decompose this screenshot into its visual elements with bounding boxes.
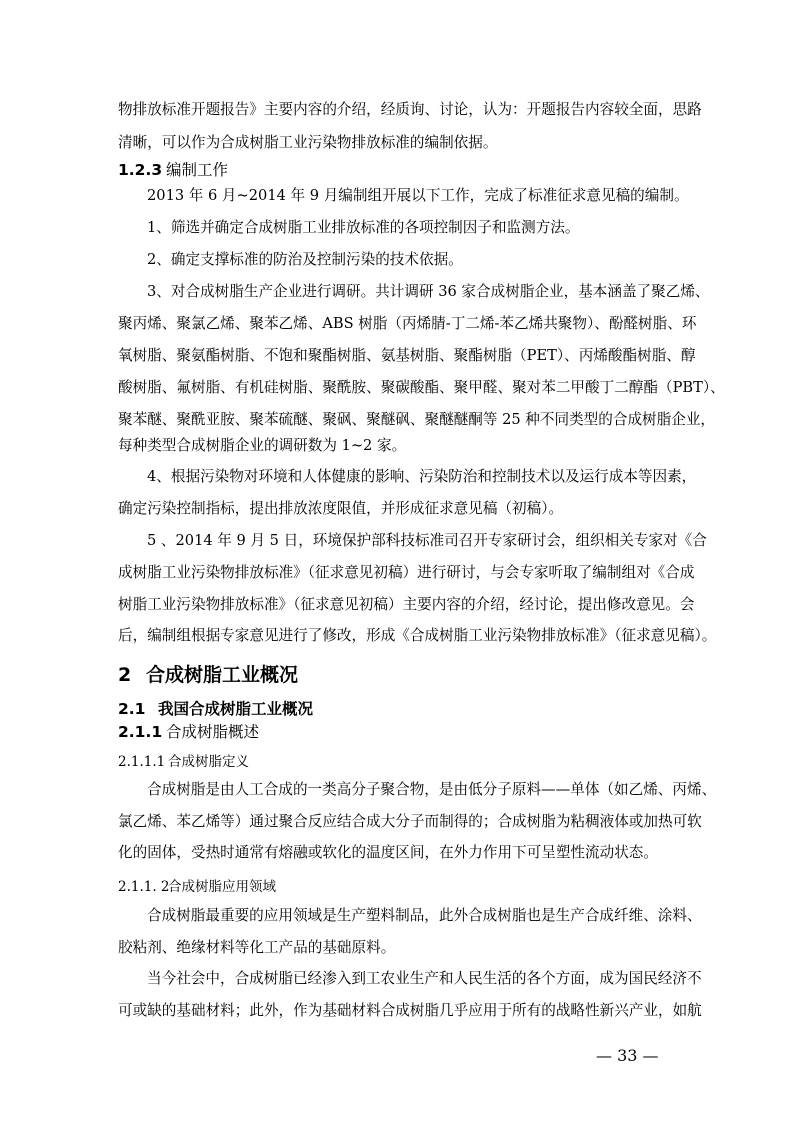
chapter-heading-2 bbox=[118, 660, 298, 687]
section-heading-2-1 bbox=[118, 697, 313, 719]
subsection-heading-2-1-1-1 bbox=[118, 750, 249, 770]
paragraph-line: 氯乙烯、苯乙烯等）通过聚合反应结合成大分子而制得的；合成树脂为粘稠液体或加热可软 bbox=[118, 813, 702, 830]
paragraph-line: 合成树脂最重要的应用领域是生产塑料制品，此外合成树脂也是生产合成纤维、涂料、 bbox=[147, 907, 702, 924]
paragraph-line: 清晰，可以作为合成树脂工业污染物排放标准的编制依据。 bbox=[118, 134, 498, 151]
heading-title: 编制工作 bbox=[166, 161, 229, 179]
paragraph-line: 5 、2014 年 9 月 5 日，环境保护部科技标准司召开专家研讨会，组织相关专家对《合 bbox=[147, 532, 707, 549]
heading-number: 2.1 bbox=[118, 700, 146, 718]
paragraph-line: 1、筛选并确定合成树脂工业排放标准的各项控制因子和监测方法。 bbox=[147, 219, 580, 236]
paragraph-line: 合成树脂是由人工合成的一类高分子聚合物，是由低分子原料——单体（如乙烯、丙烯、 bbox=[147, 781, 717, 798]
paragraph-line: 2013 年 6 月~2014 年 9 月编制组开展以下工作，完成了标准征求意见稿的编制。 bbox=[147, 187, 689, 204]
paragraph-line: 确定污染控制指标，提出排放浓度限值，并形成征求意见稿（初稿）。 bbox=[118, 500, 564, 517]
paragraph-line: 2、确定支撑标准的防治及控制污染的技术依据。 bbox=[147, 251, 463, 268]
paragraph-line: 聚丙烯、聚氯乙烯、聚苯乙烯、ABS 树脂（丙烯腈-丁二烯-苯乙烯共聚物）、酚醛树脂、环 bbox=[118, 315, 697, 332]
paragraph-line: 可或缺的基础材料；此外，作为基础材料合成树脂几乎应用于所有的战略性新兴产业，如航 bbox=[118, 1002, 702, 1019]
heading-title: 合成树脂工业概况 bbox=[146, 664, 299, 686]
heading-title: 合成树脂概述 bbox=[166, 723, 260, 741]
paragraph-line: 每种类型合成树脂企业的调研数为 1~2 家。 bbox=[118, 437, 407, 454]
heading-title: 合成树脂定义 bbox=[168, 754, 249, 770]
section-heading-2-1-1 bbox=[118, 722, 674, 742]
paragraph-line: 后，编制组根据专家意见进行了修改，形成《合成树脂工业污染物排放标准》（征求意见稿）。 bbox=[118, 627, 717, 644]
page-number: — 33 — bbox=[596, 1046, 659, 1065]
paragraph-line: 树脂工业污染物排放标准》（征求意见初稿）主要内容的介绍，经讨论，提出修改意见。会 bbox=[118, 596, 695, 613]
heading-title: 我国合成树脂工业概况 bbox=[158, 700, 314, 718]
paragraph-line: 当今社会中，合成树脂已经渗入到工农业生产和人民生活的各个方面，成为国民经济不 bbox=[147, 970, 702, 987]
heading-number: 2.1.1.1 bbox=[118, 754, 166, 770]
paragraph-line: 聚苯醚、聚酰亚胺、聚苯硫醚、聚砜、聚醚砜、聚醚醚酮等 25 种不同类型的合成树脂企业， bbox=[118, 411, 716, 428]
subsection-heading-2-1-1-2 bbox=[118, 875, 276, 895]
paragraph-line: 3、对合成树脂生产企业进行调研。共计调研 36 家合成树脂企业，基本涵盖了聚乙烯、 bbox=[147, 283, 710, 300]
paragraph-line: 酸树脂、氟树脂、有机硅树脂、聚酰胺、聚碳酸酯、聚甲醛、聚对苯二甲酸丁二醇酯（PBT）、 bbox=[118, 379, 725, 396]
heading-number: 2.1.1. 2 bbox=[118, 879, 170, 895]
heading-number: 2 bbox=[118, 664, 132, 686]
paragraph-line: 4、根据污染物对环境和人体健康的影响、污染防治和控制技术以及运行成本等因素， bbox=[147, 468, 697, 485]
section-heading-1-2-3 bbox=[118, 160, 674, 180]
paragraph-line: 成树脂工业污染物排放标准》（征求意见初稿）进行研讨，与会专家听取了编制组对《合成 bbox=[118, 564, 695, 581]
paragraph-line: 化的固体，受热时通常有熔融或软化的温度区间，在外力作用下可呈塑性流动状态。 bbox=[118, 844, 658, 861]
paragraph-line: 胶粘剂、绝缘材料等化工产品的基础原料。 bbox=[118, 939, 396, 956]
paragraph-line: 物排放标准开题报告》主要内容的介绍，经质询、讨论，认为：开题报告内容较全面，思路 bbox=[118, 101, 702, 118]
heading-title: 合成树脂应用领域 bbox=[168, 879, 276, 895]
heading-number: 1.2.3 bbox=[118, 161, 163, 179]
paragraph-line: 氧树脂、聚氨酯树脂、不饱和聚酯树脂、氨基树脂、聚酯树脂（PET）、丙烯酸酯树脂、醇 bbox=[118, 347, 696, 364]
heading-number: 2.1.1 bbox=[118, 723, 163, 741]
